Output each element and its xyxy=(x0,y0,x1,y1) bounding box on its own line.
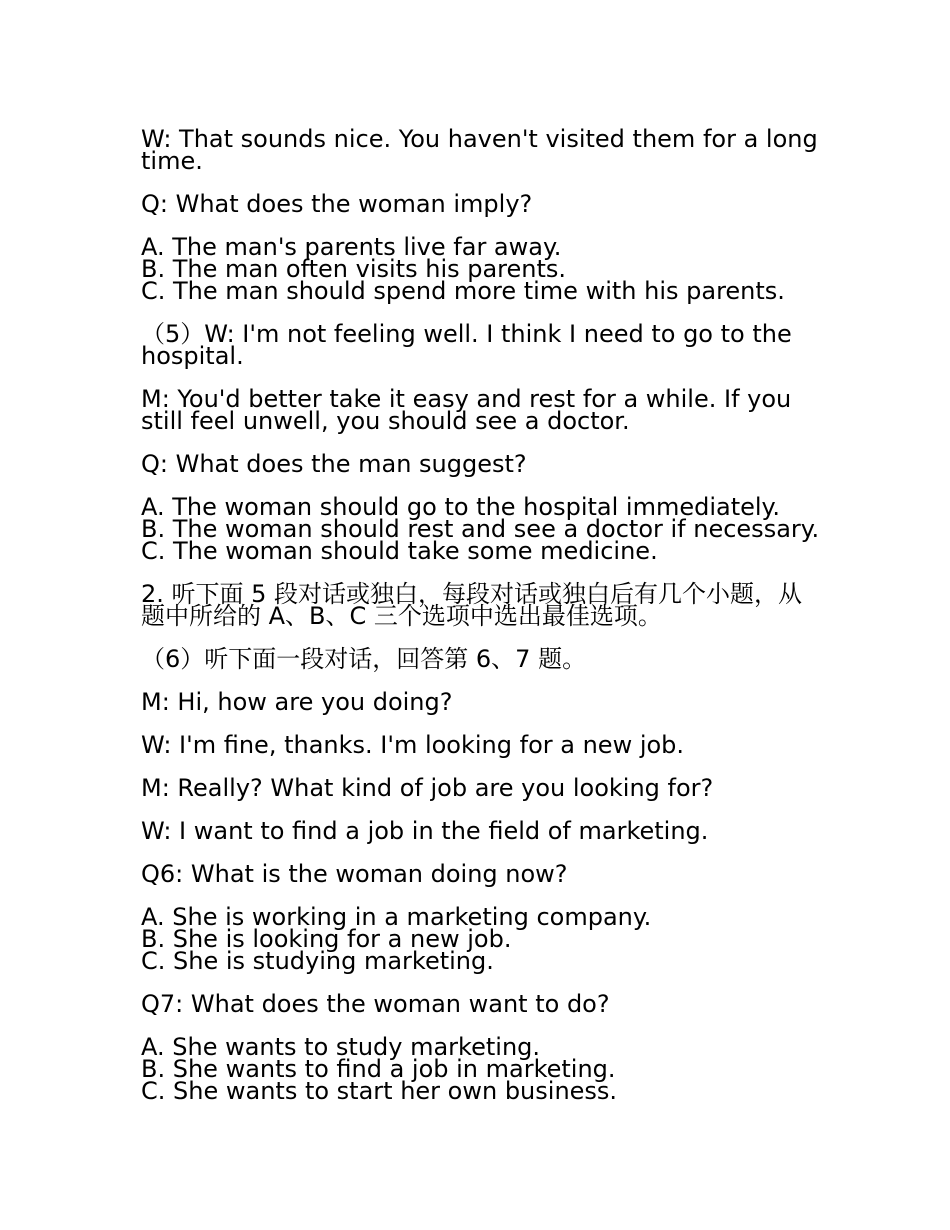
text-line: M: Really? What kind of job are you looking for? xyxy=(141,774,714,802)
answer-options xyxy=(141,493,821,565)
option-a: A. The man's parents live far away. xyxy=(141,233,562,261)
question-line xyxy=(141,190,821,218)
text-line: W: I'm fine, thanks. I'm looking for a new job. xyxy=(141,731,685,759)
option-a: A. She wants to study marketing. xyxy=(141,1033,541,1061)
option-b: B. She is looking for a new job. xyxy=(141,925,512,953)
dialogue-line xyxy=(141,385,821,435)
document-body xyxy=(141,125,821,1123)
option-a: A. She is working in a marketing company. xyxy=(141,903,652,931)
option-a: A. The woman should go to the hospital immediately. xyxy=(141,493,780,521)
text-line: （5）W: I'm not feeling well. I think I need to go to the hospital. xyxy=(141,320,792,370)
option-c: C. She is studying marketing. xyxy=(141,947,494,975)
option-b: B. She wants to find a job in marketing. xyxy=(141,1055,616,1083)
option-b: B. The woman should rest and see a doctor if necessary. xyxy=(141,515,820,543)
option-b: B. The man often visits his parents. xyxy=(141,255,567,283)
question-line xyxy=(141,990,821,1018)
text-line: M: You'd better take it easy and rest for a while. If you still feel unwell, you should see a doctor. xyxy=(141,385,792,435)
text-line: Q7: What does the woman want to do? xyxy=(141,990,610,1018)
subsection-instruction xyxy=(141,645,821,673)
text-line: （6）听下面一段对话，回答第 6、7 题。 xyxy=(141,645,587,673)
section-instruction xyxy=(141,580,821,630)
text-line: W: I want to find a job in the field of marketing. xyxy=(141,817,709,845)
dialogue-line xyxy=(141,731,821,759)
answer-options xyxy=(141,1033,821,1105)
answer-options xyxy=(141,233,821,305)
question-line xyxy=(141,450,821,478)
dialogue-line xyxy=(141,817,821,845)
text-line: M: Hi, how are you doing? xyxy=(141,688,453,716)
question-line xyxy=(141,860,821,888)
answer-options xyxy=(141,903,821,975)
option-c: C. She wants to start her own business. xyxy=(141,1077,618,1105)
text-line: Q: What does the woman imply? xyxy=(141,190,533,218)
option-c: C. The woman should take some medicine. xyxy=(141,537,658,565)
text-line: Q6: What is the woman doing now? xyxy=(141,860,568,888)
option-c: C. The man should spend more time with his parents. xyxy=(141,277,785,305)
dialogue-line xyxy=(141,688,821,716)
text-line: Q: What does the man suggest? xyxy=(141,450,527,478)
dialogue-line xyxy=(141,774,821,802)
text-line: 2. 听下面 5 段对话或独白，每段对话或独白后有几个小题，从题中所给的 A、B、C 三个选项中选出最佳选项。 xyxy=(141,580,803,630)
dialogue-line xyxy=(141,320,821,370)
dialogue-line xyxy=(141,125,821,175)
text-line: W: That sounds nice. You haven't visited them for a long time. xyxy=(141,125,818,175)
